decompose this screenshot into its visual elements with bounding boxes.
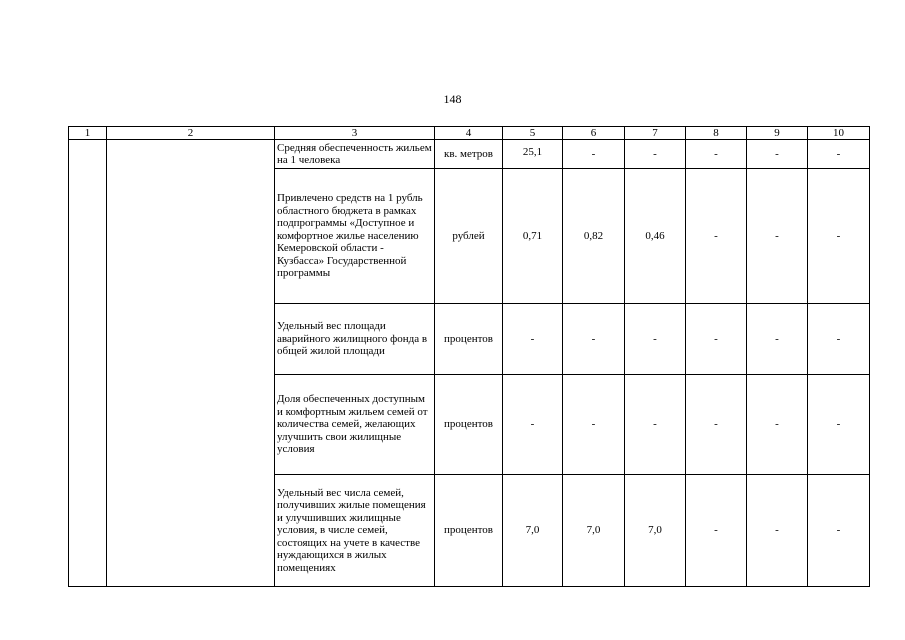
- value-cell: -: [686, 140, 747, 169]
- indicator-cell: Удельный вес площади аварийного жилищного фонда в общей жилой площади: [275, 304, 435, 375]
- column-header: 8: [686, 127, 747, 140]
- value-cell: -: [747, 140, 808, 169]
- value-cell: -: [686, 304, 747, 375]
- unit-cell: процентов: [435, 375, 503, 475]
- unit-cell: процентов: [435, 475, 503, 587]
- value-cell: -: [625, 304, 686, 375]
- value-cell: 7,0: [503, 475, 563, 587]
- empty-cell-col1: [69, 140, 107, 587]
- value-cell: -: [625, 140, 686, 169]
- value-cell: 7,0: [625, 475, 686, 587]
- indicators-table: [68, 126, 870, 587]
- column-header: 6: [563, 127, 625, 140]
- unit-cell: процентов: [435, 304, 503, 375]
- value-cell: -: [808, 140, 870, 169]
- column-header: 2: [107, 127, 275, 140]
- unit-cell: кв. метров: [435, 140, 503, 169]
- unit-cell: рублей: [435, 169, 503, 304]
- value-cell: -: [686, 169, 747, 304]
- value-cell: -: [747, 169, 808, 304]
- column-header: 7: [625, 127, 686, 140]
- value-cell: -: [563, 304, 625, 375]
- value-cell: -: [503, 304, 563, 375]
- indicator-cell: Доля обеспеченных доступным и комфортным жильем семей от количества семей, желающих улучшить свои жилищные условия: [275, 375, 435, 475]
- value-cell: 0,71: [503, 169, 563, 304]
- value-cell: -: [808, 375, 870, 475]
- indicator-cell: Средняя обеспеченность жильем на 1 человека: [275, 140, 435, 169]
- value-cell: 7,0: [563, 475, 625, 587]
- column-header: 3: [275, 127, 435, 140]
- table-row: [69, 140, 870, 169]
- empty-cell-col2: [107, 140, 275, 587]
- column-header: 4: [435, 127, 503, 140]
- value-cell: -: [503, 375, 563, 475]
- value-cell: -: [808, 475, 870, 587]
- column-header: 1: [69, 127, 107, 140]
- column-header: 10: [808, 127, 870, 140]
- value-cell: 0,46: [625, 169, 686, 304]
- column-header: 5: [503, 127, 563, 140]
- column-header: 9: [747, 127, 808, 140]
- value-cell: -: [747, 375, 808, 475]
- value-cell: -: [563, 375, 625, 475]
- indicator-cell: Привлечено средств на 1 рубль областного бюджета в рамках подпрограммы «Доступное и комфортное жилье населению Кемеровской области - Кузбасса» Государственной программы: [275, 169, 435, 304]
- indicator-cell: Удельный вес числа семей, получивших жилые помещения и улучшивших жилищные условия, в числе семей, состоящих на учете в качестве нуждающихся в жилых помещениях: [275, 475, 435, 587]
- value-cell: -: [625, 375, 686, 475]
- value-cell: -: [686, 475, 747, 587]
- value-cell: -: [686, 375, 747, 475]
- value-cell: -: [747, 304, 808, 375]
- value-cell: -: [808, 304, 870, 375]
- page-number: 148: [443, 92, 462, 106]
- value-cell: 0,82: [563, 169, 625, 304]
- value-cell: 25,1: [503, 140, 563, 169]
- column-number-row: [69, 127, 870, 140]
- value-cell: -: [808, 169, 870, 304]
- value-cell: -: [563, 140, 625, 169]
- value-cell: -: [747, 475, 808, 587]
